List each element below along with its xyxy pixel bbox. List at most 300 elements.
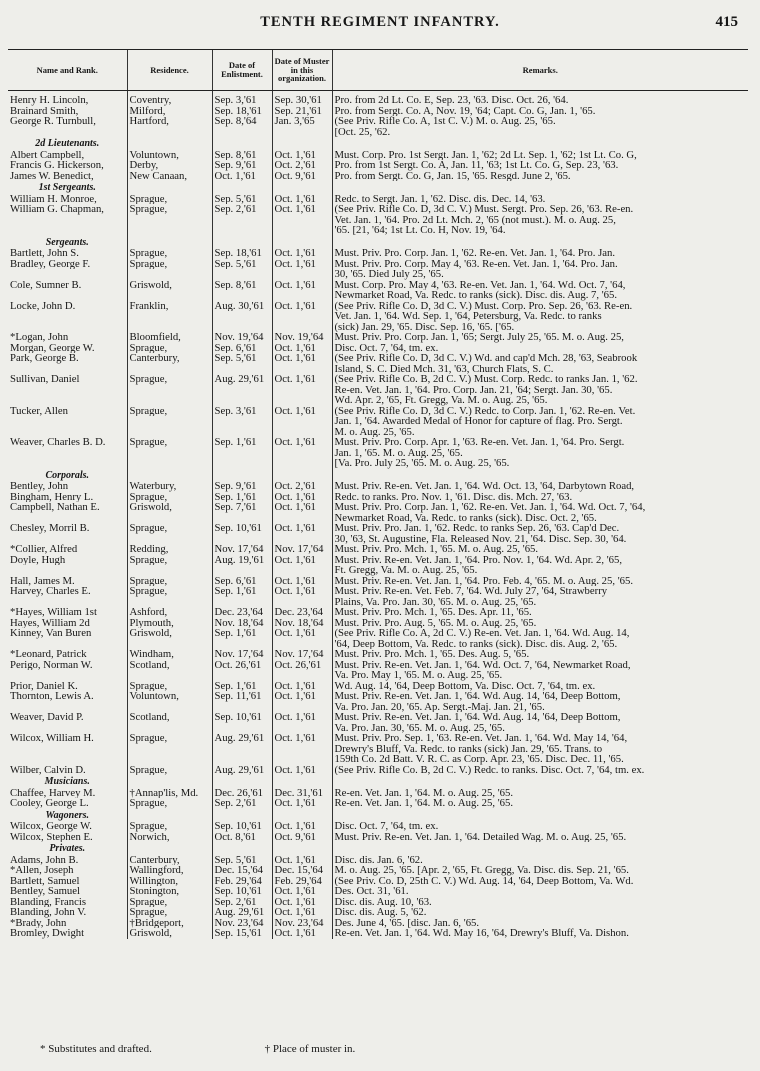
cell-remarks: Vet. Jan. 1, '64. Wd. Sep. 1, '64, Petersburg, Va. Redc. to ranks <box>332 311 748 322</box>
cell-remarks: (See Priv. Rifle Co. B, 2d C. V.) Must. Corp. Redc. to ranks Jan. 1, '62. <box>332 374 748 385</box>
cell-name: Locke, John D. <box>10 300 76 311</box>
cell-name <box>8 385 127 396</box>
cell-residence: Sprague, <box>127 586 212 597</box>
cell-residence <box>127 448 212 459</box>
cell-remarks: (sick) Jan. 29, '65. Disc. Sep. 16, '65. ['65. <box>332 322 748 333</box>
cell-name <box>8 534 127 545</box>
cell-enlistment <box>212 290 272 301</box>
page-number: 415 <box>715 14 738 30</box>
cell-name: Weaver, David P. <box>10 712 84 723</box>
cell-remarks: (See Priv. Rifle Co. D, 3d C. V.) Must. Corp. Pro. Sep. 26, '63. Re-en. <box>332 301 748 312</box>
cell-enlistment <box>212 754 272 765</box>
cell-residence <box>127 416 212 427</box>
cell-name: James W. Benedict, <box>10 170 94 181</box>
cell-enlistment: Sep. 15,'61 <box>212 928 272 939</box>
cell-remarks: Des. Oct. 31, '61. <box>332 886 748 897</box>
table-row <box>8 788 748 799</box>
table-row <box>8 876 748 887</box>
cell-enlistment: Sep. 10,'61 <box>212 821 272 832</box>
cell-enlistment <box>212 448 272 459</box>
cell-muster <box>272 290 332 301</box>
cell-residence <box>127 597 212 608</box>
cell-enlistment: Sep. 18,'61 <box>212 248 272 259</box>
table-row <box>8 322 748 333</box>
cell-residence: Ashford, <box>127 607 212 618</box>
cell-name: Harvey, Charles E. <box>10 586 91 597</box>
cell-residence: New Canaan, <box>127 171 212 182</box>
empty-cell <box>272 137 332 150</box>
cell-residence: Norwich, <box>127 832 212 843</box>
cell-residence <box>127 364 212 375</box>
cell-muster <box>272 416 332 427</box>
cell-muster: Oct. 9,'61 <box>272 171 332 182</box>
cell-muster: Dec. 31,'61 <box>272 788 332 799</box>
cell-enlistment: Nov. 23,'64 <box>212 918 272 929</box>
cell-residence: Coventry, <box>127 95 212 106</box>
cell-residence: Windham, <box>127 649 212 660</box>
cell-remarks: [Oct. 25, '62. <box>332 127 748 138</box>
cell-name: Wilcox, George W. <box>10 821 92 832</box>
cell-name <box>8 215 127 226</box>
cell-remarks: Must. Priv. Re-en. Vet. Jan. 1, '64. Wd. Aug. 14, '64, Deep Bottom, <box>332 691 748 702</box>
cell-enlistment: Sep. 2,'61 <box>212 897 272 908</box>
table-row <box>8 364 748 375</box>
table-row <box>8 116 748 127</box>
cell-name: Wilcox, William H. <box>10 733 94 744</box>
cell-muster: Oct. 1,'61 <box>272 406 332 417</box>
cell-muster <box>272 322 332 333</box>
cell-residence <box>127 395 212 406</box>
table-row <box>8 754 748 765</box>
cell-residence: Sprague, <box>127 406 212 417</box>
cell-name: Perigo, Norman W. <box>10 659 93 670</box>
table-row <box>8 290 748 301</box>
cell-muster: Oct. 1,'61 <box>272 502 332 513</box>
cell-name <box>8 723 127 734</box>
roster-body <box>8 91 748 939</box>
cell-name: Hall, James M. <box>10 575 75 586</box>
cell-name <box>8 458 127 469</box>
table-row <box>8 215 748 226</box>
cell-residence: Stonington, <box>127 886 212 897</box>
cell-remarks: Ft. Gregg, Va. M. o. Aug. 25, '65. <box>332 565 748 576</box>
cell-name: *Brady, John <box>10 917 67 928</box>
cell-residence: Sprague, <box>127 798 212 809</box>
table-row <box>8 225 748 236</box>
cell-enlistment: Sep. 1,'61 <box>212 492 272 503</box>
table-row <box>8 448 748 459</box>
cell-muster: Sep. 30,'61 <box>272 95 332 106</box>
cell-enlistment <box>212 513 272 524</box>
section-heading: 2d Lieutenants. <box>35 138 100 149</box>
cell-enlistment: Sep. 3,'61 <box>212 406 272 417</box>
cell-name <box>8 597 127 608</box>
cell-muster <box>272 639 332 650</box>
cell-remarks: Pro. from 2d Lt. Co. E, Sep. 23, '63. Disc. Oct. 26, '64. <box>332 95 748 106</box>
cell-enlistment: Sep. 18,'61 <box>212 106 272 117</box>
cell-enlistment: Nov. 18,'64 <box>212 618 272 629</box>
cell-muster: Oct. 1,'61 <box>272 150 332 161</box>
cell-name: Wilber, Calvin D. <box>10 764 86 775</box>
cell-muster: Oct. 1,'61 <box>272 374 332 385</box>
cell-enlistment <box>212 127 272 138</box>
cell-residence: Willington, <box>127 876 212 887</box>
cell-muster: Oct. 2,'61 <box>272 160 332 171</box>
cell-name <box>8 513 127 524</box>
empty-cell <box>332 842 748 855</box>
cell-residence: Sprague, <box>127 765 212 776</box>
table-row <box>8 523 748 534</box>
cell-residence: Wallingford, <box>127 865 212 876</box>
cell-remarks: Must. Priv. Re-en. Vet. Feb. 7, '64. Wd. July 27, '64, Strawberry <box>332 586 748 597</box>
cell-muster <box>272 269 332 280</box>
table-row <box>8 127 748 138</box>
empty-cell <box>272 236 332 249</box>
table-row <box>8 607 748 618</box>
cell-remarks: Must. Priv. Pro. Corp. Jan. 1, '62. Re-en. Vet. Jan. 1, '64. Pro. Jan. <box>332 248 748 259</box>
cell-muster: Oct. 1,'61 <box>272 343 332 354</box>
cell-remarks: Vet. Jan. 1, '64. Pro. 2d Lt. Mch. 2, '65 (not must.). M. o. Aug. 25, <box>332 215 748 226</box>
cell-name: Kinney, Van Buren <box>10 628 92 639</box>
cell-enlistment: Sep. 9,'61 <box>212 160 272 171</box>
cell-remarks: Must. Priv. Pro. Corp. Jan. 1, '62. Re-en. Vet. Jan. 1, '64. Wd. Oct. 7, '64, <box>332 502 748 513</box>
cell-name: Cooley, George L. <box>10 798 89 809</box>
cell-name: Bentley, John <box>10 481 69 492</box>
cell-enlistment <box>212 215 272 226</box>
table-row <box>8 437 748 448</box>
cell-residence: Sprague, <box>127 437 212 448</box>
cell-muster <box>272 534 332 545</box>
empty-cell <box>332 137 748 150</box>
column-header-muster: Date of Muster in this organization. <box>272 50 332 91</box>
cell-enlistment: Sep. 10,'61 <box>212 886 272 897</box>
table-row <box>8 765 748 776</box>
table-row <box>8 733 748 744</box>
cell-name <box>8 311 127 322</box>
section-heading: 1st Sergeants. <box>38 182 96 193</box>
cell-muster <box>272 395 332 406</box>
table-row <box>8 576 748 587</box>
cell-remarks: Must. Priv. Re-en. Vet. Jan. 1, '64. Pro. Feb. 4, '65. M. o. Aug. 25, '65. <box>332 576 748 587</box>
cell-enlistment: Sep. 6,'61 <box>212 343 272 354</box>
cell-muster: Oct. 1,'61 <box>272 586 332 597</box>
cell-muster: Oct. 1,'61 <box>272 248 332 259</box>
empty-cell <box>127 809 212 822</box>
cell-enlistment: Sep. 1,'61 <box>212 437 272 448</box>
cell-muster: Sep. 21,'61 <box>272 106 332 117</box>
cell-name: Chaffee, Harvey M. <box>10 787 96 798</box>
empty-cell <box>212 236 272 249</box>
cell-name: *Allen, Joseph <box>10 865 74 876</box>
cell-residence <box>127 269 212 280</box>
footnote-muster-place: † Place of muster in. <box>264 1043 356 1055</box>
cell-residence <box>127 225 212 236</box>
empty-cell <box>272 181 332 194</box>
empty-cell <box>332 236 748 249</box>
cell-remarks: Re-en. Vet. Jan. 1, '64. Pro. Corp. Jan. 21, '64; Sergt. Jan. 30, '65. <box>332 385 748 396</box>
cell-remarks: Must. Corp. Pro. May 4, '63. Re-en. Vet. Jan. 1, '64. Wd. Oct. 7, '64, <box>332 280 748 291</box>
cell-muster <box>272 744 332 755</box>
cell-muster <box>272 127 332 138</box>
cell-muster: Oct. 1,'61 <box>272 855 332 866</box>
cell-name: Morgan, George W. <box>10 342 95 353</box>
cell-enlistment <box>212 597 272 608</box>
cell-muster: Oct. 1,'61 <box>272 259 332 270</box>
table-row <box>8 855 748 866</box>
section-heading-row <box>8 775 748 788</box>
cell-residence <box>127 458 212 469</box>
cell-muster: Oct. 1,'61 <box>272 798 332 809</box>
cell-remarks: Must. Priv. Pro. Aug. 5, '65. M. o. Aug. 25, '65. <box>332 618 748 629</box>
cell-remarks: Must. Priv. Pro. Sep. 1, '63. Re-en. Vet. Jan. 1, '64. Wd. May 14, '64, <box>332 733 748 744</box>
cell-muster <box>272 754 332 765</box>
cell-name: Bradley, George F. <box>10 258 91 269</box>
table-row <box>8 343 748 354</box>
table-row <box>8 385 748 396</box>
cell-residence <box>127 385 212 396</box>
cell-name <box>8 427 127 438</box>
cell-muster: Oct. 1,'61 <box>272 712 332 723</box>
cell-residence: Bloomfield, <box>127 332 212 343</box>
section-heading: Musicians. <box>44 776 90 787</box>
table-row <box>8 332 748 343</box>
cell-enlistment <box>212 723 272 734</box>
cell-residence: Sprague, <box>127 204 212 215</box>
cell-name: Adams, John B. <box>10 854 79 865</box>
cell-residence: Sprague, <box>127 523 212 534</box>
table-row <box>8 681 748 692</box>
table-row <box>8 670 748 681</box>
cell-remarks: [Va. Pro. July 25, '65. M. o. Aug. 25, '65. <box>332 458 748 469</box>
cell-enlistment: Feb. 29,'64 <box>212 876 272 887</box>
cell-muster <box>272 597 332 608</box>
cell-muster: Oct. 1,'61 <box>272 897 332 908</box>
cell-enlistment: Sep. 3,'61 <box>212 95 272 106</box>
cell-name: Sullivan, Daniel <box>10 374 80 385</box>
cell-remarks: 30, '65. Died July 25, '65. <box>332 269 748 280</box>
roster-table <box>8 49 748 939</box>
empty-cell <box>127 181 212 194</box>
cell-remarks: Va. Pro. Jan. 20, '65. Ap. Sergt.-Maj. Jan. 21, '65. <box>332 702 748 713</box>
table-row <box>8 555 748 566</box>
empty-cell <box>127 775 212 788</box>
cell-remarks: Must. Priv. Pro. Corp. May 4, '63. Re-en. Vet. Jan. 1, '64. Pro. Jan. <box>332 259 748 270</box>
cell-name <box>8 322 127 333</box>
cell-name: *Hayes, William 1st <box>10 607 97 618</box>
section-heading-row <box>8 842 748 855</box>
cell-muster: Nov. 17,'64 <box>272 544 332 555</box>
cell-muster: Jan. 3,'65 <box>272 116 332 127</box>
cell-remarks: Re-en. Vet. Jan. 1, '64. Wd. May 16, '64, Drewry's Bluff, Va. Dishon. <box>332 928 748 939</box>
empty-cell <box>127 469 212 482</box>
table-row <box>8 311 748 322</box>
cell-remarks: (See Priv. Rifle Co. D, 3d C. V.) Must. Sergt. Pro. Sep. 26, '63. Re-en. <box>332 204 748 215</box>
cell-remarks: (See Priv. Rifle Co. A, 1st C. V.) M. o. Aug. 25, '65. <box>332 116 748 127</box>
cell-remarks: (See Priv. Rifle Co. B, 2d C. V.) Redc. to ranks. Disc. Oct. 7, '64, tm. ex. <box>332 765 748 776</box>
cell-enlistment: Sep. 7,'61 <box>212 502 272 513</box>
cell-enlistment <box>212 670 272 681</box>
cell-enlistment <box>212 427 272 438</box>
cell-remarks: Must. Priv. Re-en. Vet. Jan. 1, '64. Wd. Oct. 13, '64, Darbytown Road, <box>332 481 748 492</box>
cell-residence: Sprague, <box>127 248 212 259</box>
cell-name <box>8 127 127 138</box>
cell-name: Brainard Smith, <box>10 105 79 116</box>
cell-residence <box>127 290 212 301</box>
cell-muster: Nov. 19,'64 <box>272 332 332 343</box>
table-row <box>8 513 748 524</box>
cell-muster: Nov. 23,'64 <box>272 918 332 929</box>
cell-enlistment: Sep. 10,'61 <box>212 523 272 534</box>
cell-enlistment: Sep. 1,'61 <box>212 586 272 597</box>
cell-enlistment: Sep. 11,'61 <box>212 691 272 702</box>
section-heading: Privates. <box>49 843 86 854</box>
cell-remarks: Disc. dis. Jan. 6, '62. <box>332 855 748 866</box>
cell-remarks: '64, Deep Bottom, Va. Redc. to ranks (sick). Disc. dis. Aug. 2, '65. <box>332 639 748 650</box>
table-row <box>8 395 748 406</box>
cell-muster: Nov. 17,'64 <box>272 649 332 660</box>
cell-name: Cole, Sumner B. <box>10 279 82 290</box>
table-row <box>8 928 748 939</box>
empty-cell <box>332 775 748 788</box>
table-row <box>8 204 748 215</box>
cell-remarks: Des. June 4, '65. [disc. Jan. 6, '65. <box>332 918 748 929</box>
cell-muster: Oct. 1,'61 <box>272 523 332 534</box>
cell-residence <box>127 534 212 545</box>
cell-residence: Sprague, <box>127 374 212 385</box>
cell-remarks: (See Priv. Rifle Co. D, 3d C. V.) Redc. to Corp. Jan. 1, '62. Re-en. Vet. <box>332 406 748 417</box>
cell-residence <box>127 127 212 138</box>
cell-name <box>8 225 127 236</box>
cell-name: Bingham, Henry L. <box>10 491 94 502</box>
cell-name <box>8 565 127 576</box>
cell-enlistment: Aug. 30,'61 <box>212 301 272 312</box>
table-row <box>8 95 748 106</box>
cell-remarks: Must. Priv. Pro. Corp. Jan. 1, '65; Sergt. July 25, '65. M. o. Aug. 25, <box>332 332 748 343</box>
cell-name: Thornton, Lewis A. <box>10 691 94 702</box>
cell-name: Bentley, Samuel <box>10 886 80 897</box>
cell-muster: Oct. 1,'61 <box>272 301 332 312</box>
table-row <box>8 406 748 417</box>
cell-enlistment <box>212 534 272 545</box>
cell-name: Blanding, John V. <box>10 907 87 918</box>
cell-muster: Oct. 1,'61 <box>272 353 332 364</box>
cell-residence: Voluntown, <box>127 691 212 702</box>
cell-enlistment: Oct. 1,'61 <box>212 171 272 182</box>
cell-muster: Oct. 1,'61 <box>272 204 332 215</box>
cell-muster: Feb. 29,'64 <box>272 876 332 887</box>
cell-name: Bromley, Dwight <box>10 928 85 939</box>
cell-remarks: M. o. Aug. 25, '65. [Apr. 2, '65, Ft. Gregg, Va. Disc. dis. Sep. 21, '65. <box>332 865 748 876</box>
cell-residence <box>127 754 212 765</box>
cell-muster: Oct. 1,'61 <box>272 280 332 291</box>
cell-name <box>8 639 127 650</box>
cell-name: Blanding, Francis <box>10 896 86 907</box>
cell-name <box>8 269 127 280</box>
cell-muster: Oct. 1,'61 <box>272 821 332 832</box>
cell-residence: Sprague, <box>127 555 212 566</box>
cell-residence: Sprague, <box>127 907 212 918</box>
empty-cell <box>212 181 272 194</box>
table-row <box>8 907 748 918</box>
page-title: TENTH REGIMENT INFANTRY. <box>260 14 500 30</box>
cell-residence: Sprague, <box>127 343 212 354</box>
cell-muster <box>272 427 332 438</box>
cell-name: Henry H. Lincoln, <box>10 95 89 106</box>
cell-enlistment: Dec. 23,'64 <box>212 607 272 618</box>
cell-name: Chesley, Morril B. <box>10 523 90 534</box>
cell-enlistment: Sep. 8,'61 <box>212 280 272 291</box>
cell-enlistment: Sep. 5,'61 <box>212 194 272 205</box>
cell-remarks: Re-en. Vet. Jan. 1, '64. M. o. Aug. 25, '65. <box>332 798 748 809</box>
cell-remarks: Must. Priv. Re-en. Vet. Jan. 1, '64. Wd. Oct. 7, '64, Newmarket Road, <box>332 660 748 671</box>
empty-cell <box>212 469 272 482</box>
table-row <box>8 918 748 929</box>
column-header-enlistment: Date of Enlistment. <box>212 50 272 91</box>
cell-remarks: (See Priv. Rifle Co. A, 2d C. V.) Re-en. Vet. Jan. 1, '64. Wd. Aug. 14, <box>332 628 748 639</box>
cell-enlistment: Aug. 29,'61 <box>212 765 272 776</box>
empty-cell <box>272 469 332 482</box>
empty-cell <box>272 809 332 822</box>
cell-remarks: Drewry's Bluff, Va. Redc. to ranks (sick) Jan. 29, '65. Trans. to <box>332 744 748 755</box>
cell-remarks: Pro. from Sergt. Co. G, Jan. 15, '65. Resgd. June 2, '65. <box>332 171 748 182</box>
table-row <box>8 744 748 755</box>
cell-name: Wilcox, Stephen E. <box>10 831 93 842</box>
section-heading: Sergeants. <box>45 236 89 248</box>
table-row <box>8 597 748 608</box>
cell-muster: Oct. 1,'61 <box>272 194 332 205</box>
cell-residence <box>127 311 212 322</box>
cell-name <box>8 364 127 375</box>
cell-muster: Oct. 26,'61 <box>272 660 332 671</box>
cell-remarks: Must. Priv. Re-en. Vet. Jan. 1, '64. Wd. Aug. 14, '64, Deep Bottom, <box>332 712 748 723</box>
table-row <box>8 628 748 639</box>
cell-name: *Leonard, Patrick <box>10 649 87 660</box>
cell-remarks: Must. Corp. Pro. 1st Sergt. Jan. 1, '62; 2d Lt. Sep. 1, '62; 1st Lt. Co. G, <box>332 150 748 161</box>
cell-residence <box>127 215 212 226</box>
table-row <box>8 416 748 427</box>
cell-remarks: Must. Priv. Pro. Mch. 1, '65. M. o. Aug. 25, '65. <box>332 544 748 555</box>
cell-muster: Oct. 1,'61 <box>272 928 332 939</box>
cell-muster: Dec. 23,'64 <box>272 607 332 618</box>
cell-enlistment: Sep. 1,'61 <box>212 681 272 692</box>
table-row <box>8 660 748 671</box>
cell-name <box>8 290 127 301</box>
cell-residence <box>127 565 212 576</box>
cell-enlistment: Oct. 26,'61 <box>212 660 272 671</box>
cell-enlistment <box>212 322 272 333</box>
cell-remarks: Redc. to ranks. Pro. Nov. 1, '61. Disc. dis. Mch. 27, '63. <box>332 492 748 503</box>
table-row <box>8 150 748 161</box>
cell-name: Bartlett, John S. <box>10 248 79 259</box>
cell-name <box>8 670 127 681</box>
cell-name: Hayes, William 2d <box>10 617 90 628</box>
cell-residence: Canterbury, <box>127 353 212 364</box>
cell-name: George R. Turnbull, <box>10 116 96 127</box>
cell-remarks: Va. Pro. May 1, '65. M. o. Aug. 25, '65. <box>332 670 748 681</box>
cell-residence <box>127 744 212 755</box>
cell-muster <box>272 670 332 681</box>
cell-remarks: Must. Priv. Pro. Mch. 1, '65. Des. Aug. 5, '65. <box>332 649 748 660</box>
cell-residence: Sprague, <box>127 733 212 744</box>
section-heading-row <box>8 236 748 249</box>
cell-residence: Griswold, <box>127 628 212 639</box>
cell-enlistment: Sep. 2,'61 <box>212 204 272 215</box>
cell-residence <box>127 723 212 734</box>
section-heading-row <box>8 181 748 194</box>
cell-enlistment: Aug. 19,'61 <box>212 555 272 566</box>
cell-remarks: Disc. Oct. 7, '64, tm. ex. <box>332 821 748 832</box>
cell-residence: Hartford, <box>127 116 212 127</box>
